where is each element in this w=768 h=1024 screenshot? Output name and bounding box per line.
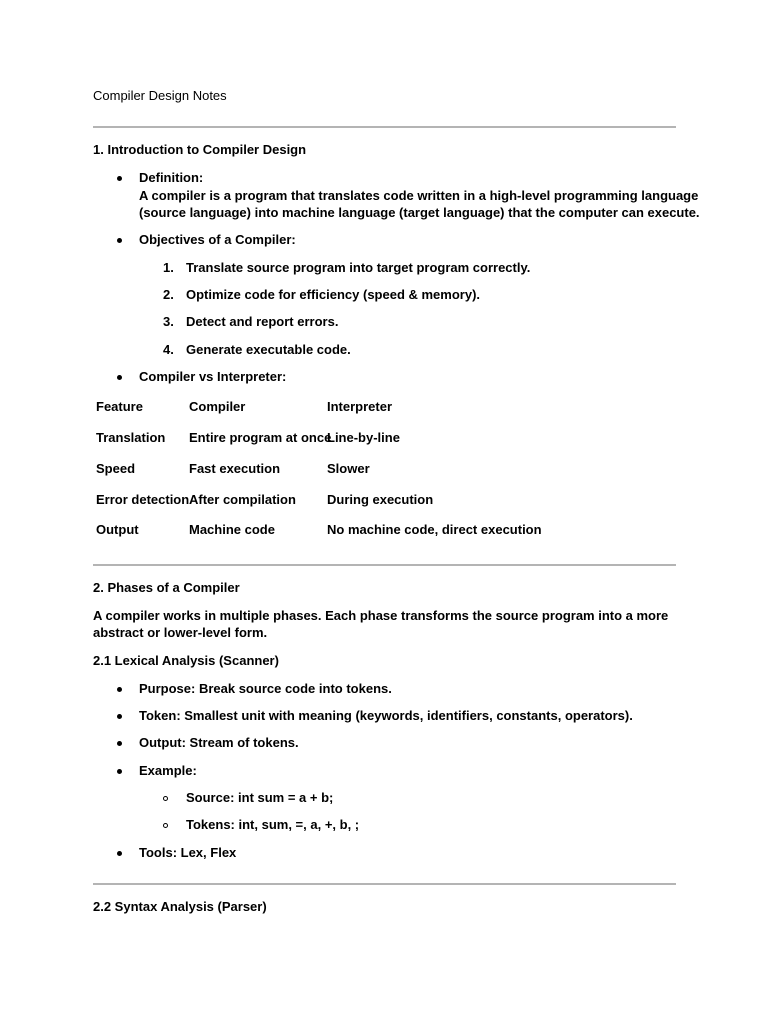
list-number: 1.	[163, 260, 174, 275]
table-cell: Translation	[96, 430, 166, 445]
list-item: Translate source program into target program correctly.	[186, 260, 531, 275]
table-header-cell: Interpreter	[327, 399, 393, 414]
list-number: 3.	[163, 314, 174, 329]
objectives-label: Objectives of a Compiler:	[139, 232, 296, 247]
sub-list-item: Tokens: int, sum, =, a, +, b, ;	[186, 817, 360, 832]
list-item: Tools: Lex, Flex	[139, 845, 237, 860]
table-header-cell: Feature	[96, 399, 143, 414]
table-cell: Error detection	[96, 492, 190, 507]
table-cell: Slower	[327, 461, 370, 476]
list-item: Generate executable code.	[186, 342, 351, 357]
bullet-icon	[117, 769, 122, 774]
divider	[93, 126, 676, 128]
bullet-icon	[117, 714, 122, 719]
table-cell: Entire program at once	[189, 430, 332, 445]
list-item: Optimize code for efficiency (speed & memory).	[186, 287, 481, 302]
bullet-icon	[117, 851, 122, 856]
divider	[93, 564, 676, 566]
table-cell: Speed	[96, 461, 136, 476]
table-cell: Line-by-line	[327, 430, 400, 445]
list-item: Token: Smallest unit with meaning (keywords, identifiers, constants, operators).	[139, 708, 633, 723]
table-cell: During execution	[327, 492, 434, 507]
sub-list-item: Source: int sum = a + b;	[186, 790, 334, 805]
definition-label: Definition:	[139, 170, 204, 185]
list-item: Output: Stream of tokens.	[139, 735, 299, 750]
list-number: 2.	[163, 287, 174, 302]
section-heading: 1. Introduction to Compiler Design	[93, 142, 307, 157]
definition-text-line: (source language) into machine language (target language) that the computer can execute.	[139, 205, 700, 220]
circle-bullet-icon	[163, 823, 168, 828]
table-cell: Machine code	[189, 522, 275, 537]
definition-text-line: A compiler is a program that translates code written in a high-level programming language	[139, 188, 699, 203]
document-title: Compiler Design Notes	[93, 88, 227, 103]
list-item: Purpose: Break source code into tokens.	[139, 681, 392, 696]
bullet-icon	[117, 238, 122, 243]
list-number: 4.	[163, 342, 174, 357]
paragraph-line: A compiler works in multiple phases. Each phase transforms the source program into a more	[93, 608, 669, 623]
subsection-heading: 2.2 Syntax Analysis (Parser)	[93, 899, 267, 914]
table-cell: Output	[96, 522, 139, 537]
list-item: Detect and report errors.	[186, 314, 339, 329]
bullet-icon	[117, 741, 122, 746]
bullet-icon	[117, 375, 122, 380]
circle-bullet-icon	[163, 796, 168, 801]
table-header-cell: Compiler	[189, 399, 246, 414]
bullet-icon	[117, 176, 122, 181]
section-heading: 2. Phases of a Compiler	[93, 580, 240, 595]
table-cell: After compilation	[189, 492, 296, 507]
list-item: Example:	[139, 763, 197, 778]
bullet-icon	[117, 687, 122, 692]
compare-label: Compiler vs Interpreter:	[139, 369, 287, 384]
paragraph-line: abstract or lower-level form.	[93, 625, 268, 640]
subsection-heading: 2.1 Lexical Analysis (Scanner)	[93, 653, 279, 668]
table-cell: No machine code, direct execution	[327, 522, 542, 537]
divider	[93, 883, 676, 885]
table-cell: Fast execution	[189, 461, 281, 476]
